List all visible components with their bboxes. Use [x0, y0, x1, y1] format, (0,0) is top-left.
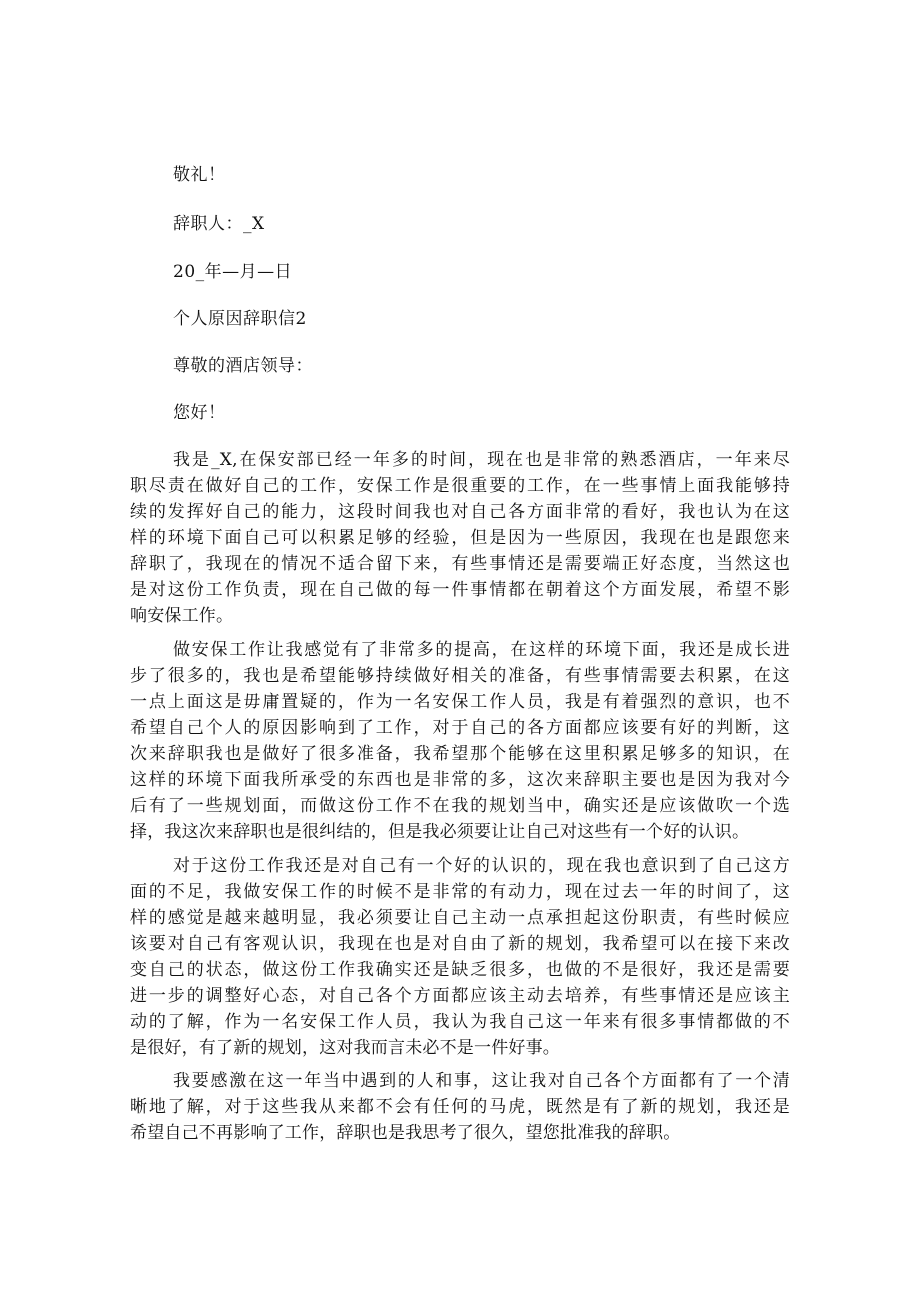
- body-paragraph-1: [130, 447, 790, 629]
- paragraph-line: 这样的环境下面我所承受的东西也是非常的多，这次来辞职主要也是因为我对今: [130, 770, 790, 790]
- date-line: 20_年—月—日: [173, 262, 293, 282]
- paragraph-line: 该要对自己有客观认识，我现在也是对自由了新的规划，我希望可以在接下来改: [130, 934, 790, 954]
- paragraph-line: 希望自己不再影响了工作，辞职也是我思考了很久，望您批准我的辞职。: [130, 1123, 681, 1143]
- paragraph-line: 步了很多的，我也是希望能够持续做好相关的准备，有些事情需要去积累，在这: [130, 666, 790, 686]
- greeting-line: 您好！: [173, 403, 226, 423]
- paragraph-line: 做安保工作让我感觉有了非常多的提高，在这样的环境下面，我还是成长进: [173, 640, 790, 660]
- paragraph-line: 择，我这次来辞职也是很纠结的，但是我必须要让让自己对这些有一个好的认识。: [130, 822, 750, 842]
- paragraph-line: 变自己的状态，做这份工作我确实还是缺乏很多，也做的不是很好，我还是需要: [130, 960, 790, 980]
- salutation-line: 尊敬的酒店领导：: [173, 356, 313, 376]
- paragraph-line: 我是_X,在保安部已经一年多的时间，现在也是非常的熟悉酒店，一年来尽: [173, 450, 790, 470]
- paragraph-line: 次来辞职我也是做好了很多准备，我希望那个能够在这里积累足够多的知识，在: [130, 744, 790, 764]
- paragraph-line: 希望自己个人的原因影响到了工作，对于自己的各方面都应该要有好的判断，这: [130, 718, 790, 738]
- paragraph-line: 晰地了解，对于这些我从来都不会有任何的马虎，既然是有了新的规划，我还是: [130, 1097, 790, 1117]
- signer-line: 辞职人：_X: [173, 214, 265, 234]
- paragraph-line: 一点上面这是毋庸置疑的，作为一名安保工作人员，我是有着强烈的意识，也不: [130, 692, 790, 712]
- paragraph-line: 职尽责在做好自己的工作，安保工作是很重要的工作，在一些事情上面我能够持: [130, 476, 790, 496]
- paragraph-line: 对于这份工作我还是对自己有一个好的认识的，现在我也意识到了自己这方: [173, 856, 790, 876]
- paragraph-line: 是很好，有了新的规划，这对我而言未必不是一件好事。: [130, 1038, 560, 1058]
- body-paragraph-4: [130, 1068, 790, 1146]
- paragraph-line: 响安保工作。: [130, 606, 234, 626]
- paragraph-line: 动的了解，作为一名安保工作人员，我认为我自己这一年来有很多事情都做的不: [130, 1012, 790, 1032]
- paragraph-line: 样的感觉是越来越明显，我必须要让自己主动一点承担起这份职责，有些时候应: [130, 908, 790, 928]
- paragraph-line: 我要感激在这一年当中遇到的人和事，这让我对自己各个方面都有了一个清: [173, 1071, 790, 1091]
- body-paragraph-2: [130, 637, 790, 845]
- paragraph-line: 样的环境下面自己可以积累足够的经验，但是因为一些原因，我现在也是跟您来: [130, 528, 790, 548]
- closing-line: 敬礼！: [173, 165, 226, 185]
- document-title: 个人原因辞职信2: [173, 309, 307, 329]
- paragraph-line: 续的发挥好自己的能力，这段时间我也对自己各方面非常的看好，我也认为在这: [130, 502, 790, 522]
- paragraph-line: 是对这份工作负责，现在自己做的每一件事情都在朝着这个方面发展，希望不影: [130, 580, 790, 600]
- paragraph-line: 面的不足，我做安保工作的时候不是非常的有动力，现在过去一年的时间了，这: [130, 882, 790, 902]
- paragraph-line: 辞职了，我现在的情况不适合留下来，有些事情还是需要端正好态度，当然这也: [130, 554, 790, 574]
- body-paragraph-3: [130, 853, 790, 1061]
- paragraph-line: 进一步的调整好心态，对自己各个方面都应该主动去培养，有些事情还是应该主: [130, 986, 790, 1006]
- paragraph-line: 后有了一些规划面，而做这份工作不在我的规划当中，确实还是应该做吹一个选: [130, 796, 790, 816]
